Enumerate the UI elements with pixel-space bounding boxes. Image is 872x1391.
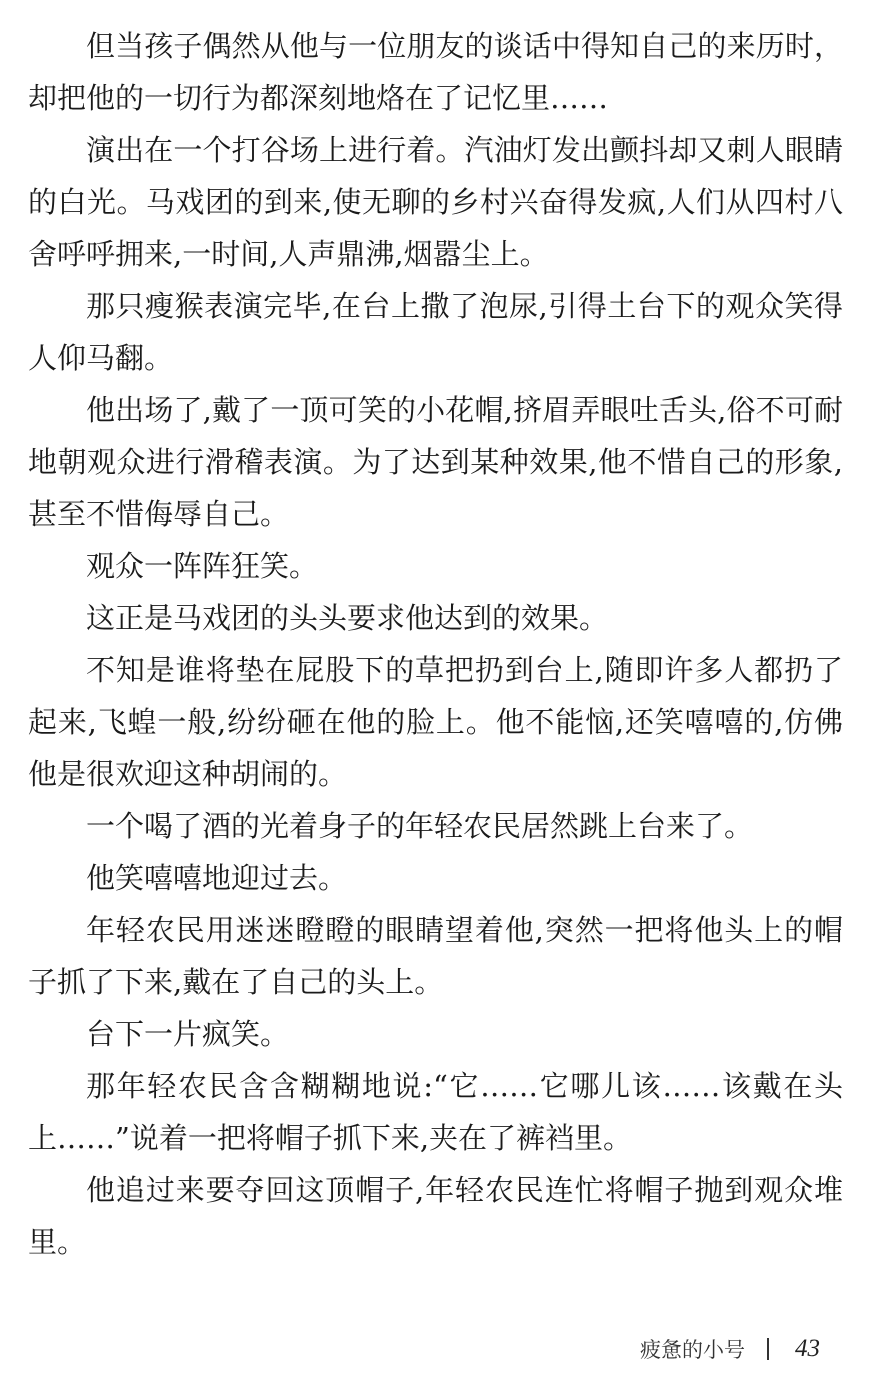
paragraph: 那年轻农民含含糊糊地说:“它……它哪儿该……该戴在头上……”说着一把将帽子抓下来,夹在了裤裆里。 (28, 1069, 843, 1155)
body-text (28, 20, 843, 1268)
paragraph: 一个喝了酒的光着身子的年轻农民居然跳上台来了。 (86, 809, 754, 843)
paragraph: 演出在一个打谷场上进行着。汽油灯发出颤抖却又刺人眼睛的白光。马戏团的到来,使无聊的乡村兴奋得发疯,人们从四村八舍呼呼拥来,一时间,人声鼎沸,烟嚣尘上。 (28, 133, 843, 271)
running-title: 疲惫的小号 (640, 1338, 745, 1362)
paragraph: 观众一阵阵狂笑。 (86, 549, 319, 583)
paragraph: 但当孩子偶然从他与一位朋友的谈话中得知自己的来历时，却把他的一切行为都深刻地烙在了记忆里…… (28, 29, 843, 115)
paragraph: 那只瘦猴表演完毕,在台上撒了泡尿,引得土台下的观众笑得人仰马翻。 (28, 289, 843, 375)
page-number: 43 (795, 1335, 820, 1362)
paragraph: 台下一片疯笑。 (86, 1017, 290, 1051)
paragraph: 年轻农民用迷迷瞪瞪的眼睛望着他,突然一把将他头上的帽子抓了下来,戴在了自己的头上。 (28, 913, 843, 999)
footer-divider (767, 1338, 769, 1360)
paragraph: 这正是马戏团的头头要求他达到的效果。 (86, 601, 609, 635)
paragraph: 他追过来要夺回这顶帽子,年轻农民连忙将帽子抛到观众堆里。 (28, 1173, 843, 1259)
page-footer (640, 1334, 820, 1364)
paragraph: 不知是谁将垫在屁股下的草把扔到台上,随即许多人都扔了起来,飞蝗一般,纷纷砸在他的脸上。他不能恼,还笑嘻嘻的,仿佛他是很欢迎这种胡闹的。 (28, 653, 843, 791)
paragraph: 他出场了,戴了一顶可笑的小花帽,挤眉弄眼吐舌头,俗不可耐地朝观众进行滑稽表演。为了达到某种效果,他不惜自己的形象,甚至不惜侮辱自己。 (28, 393, 843, 531)
paragraph: 他笑嘻嘻地迎过去。 (86, 861, 348, 895)
